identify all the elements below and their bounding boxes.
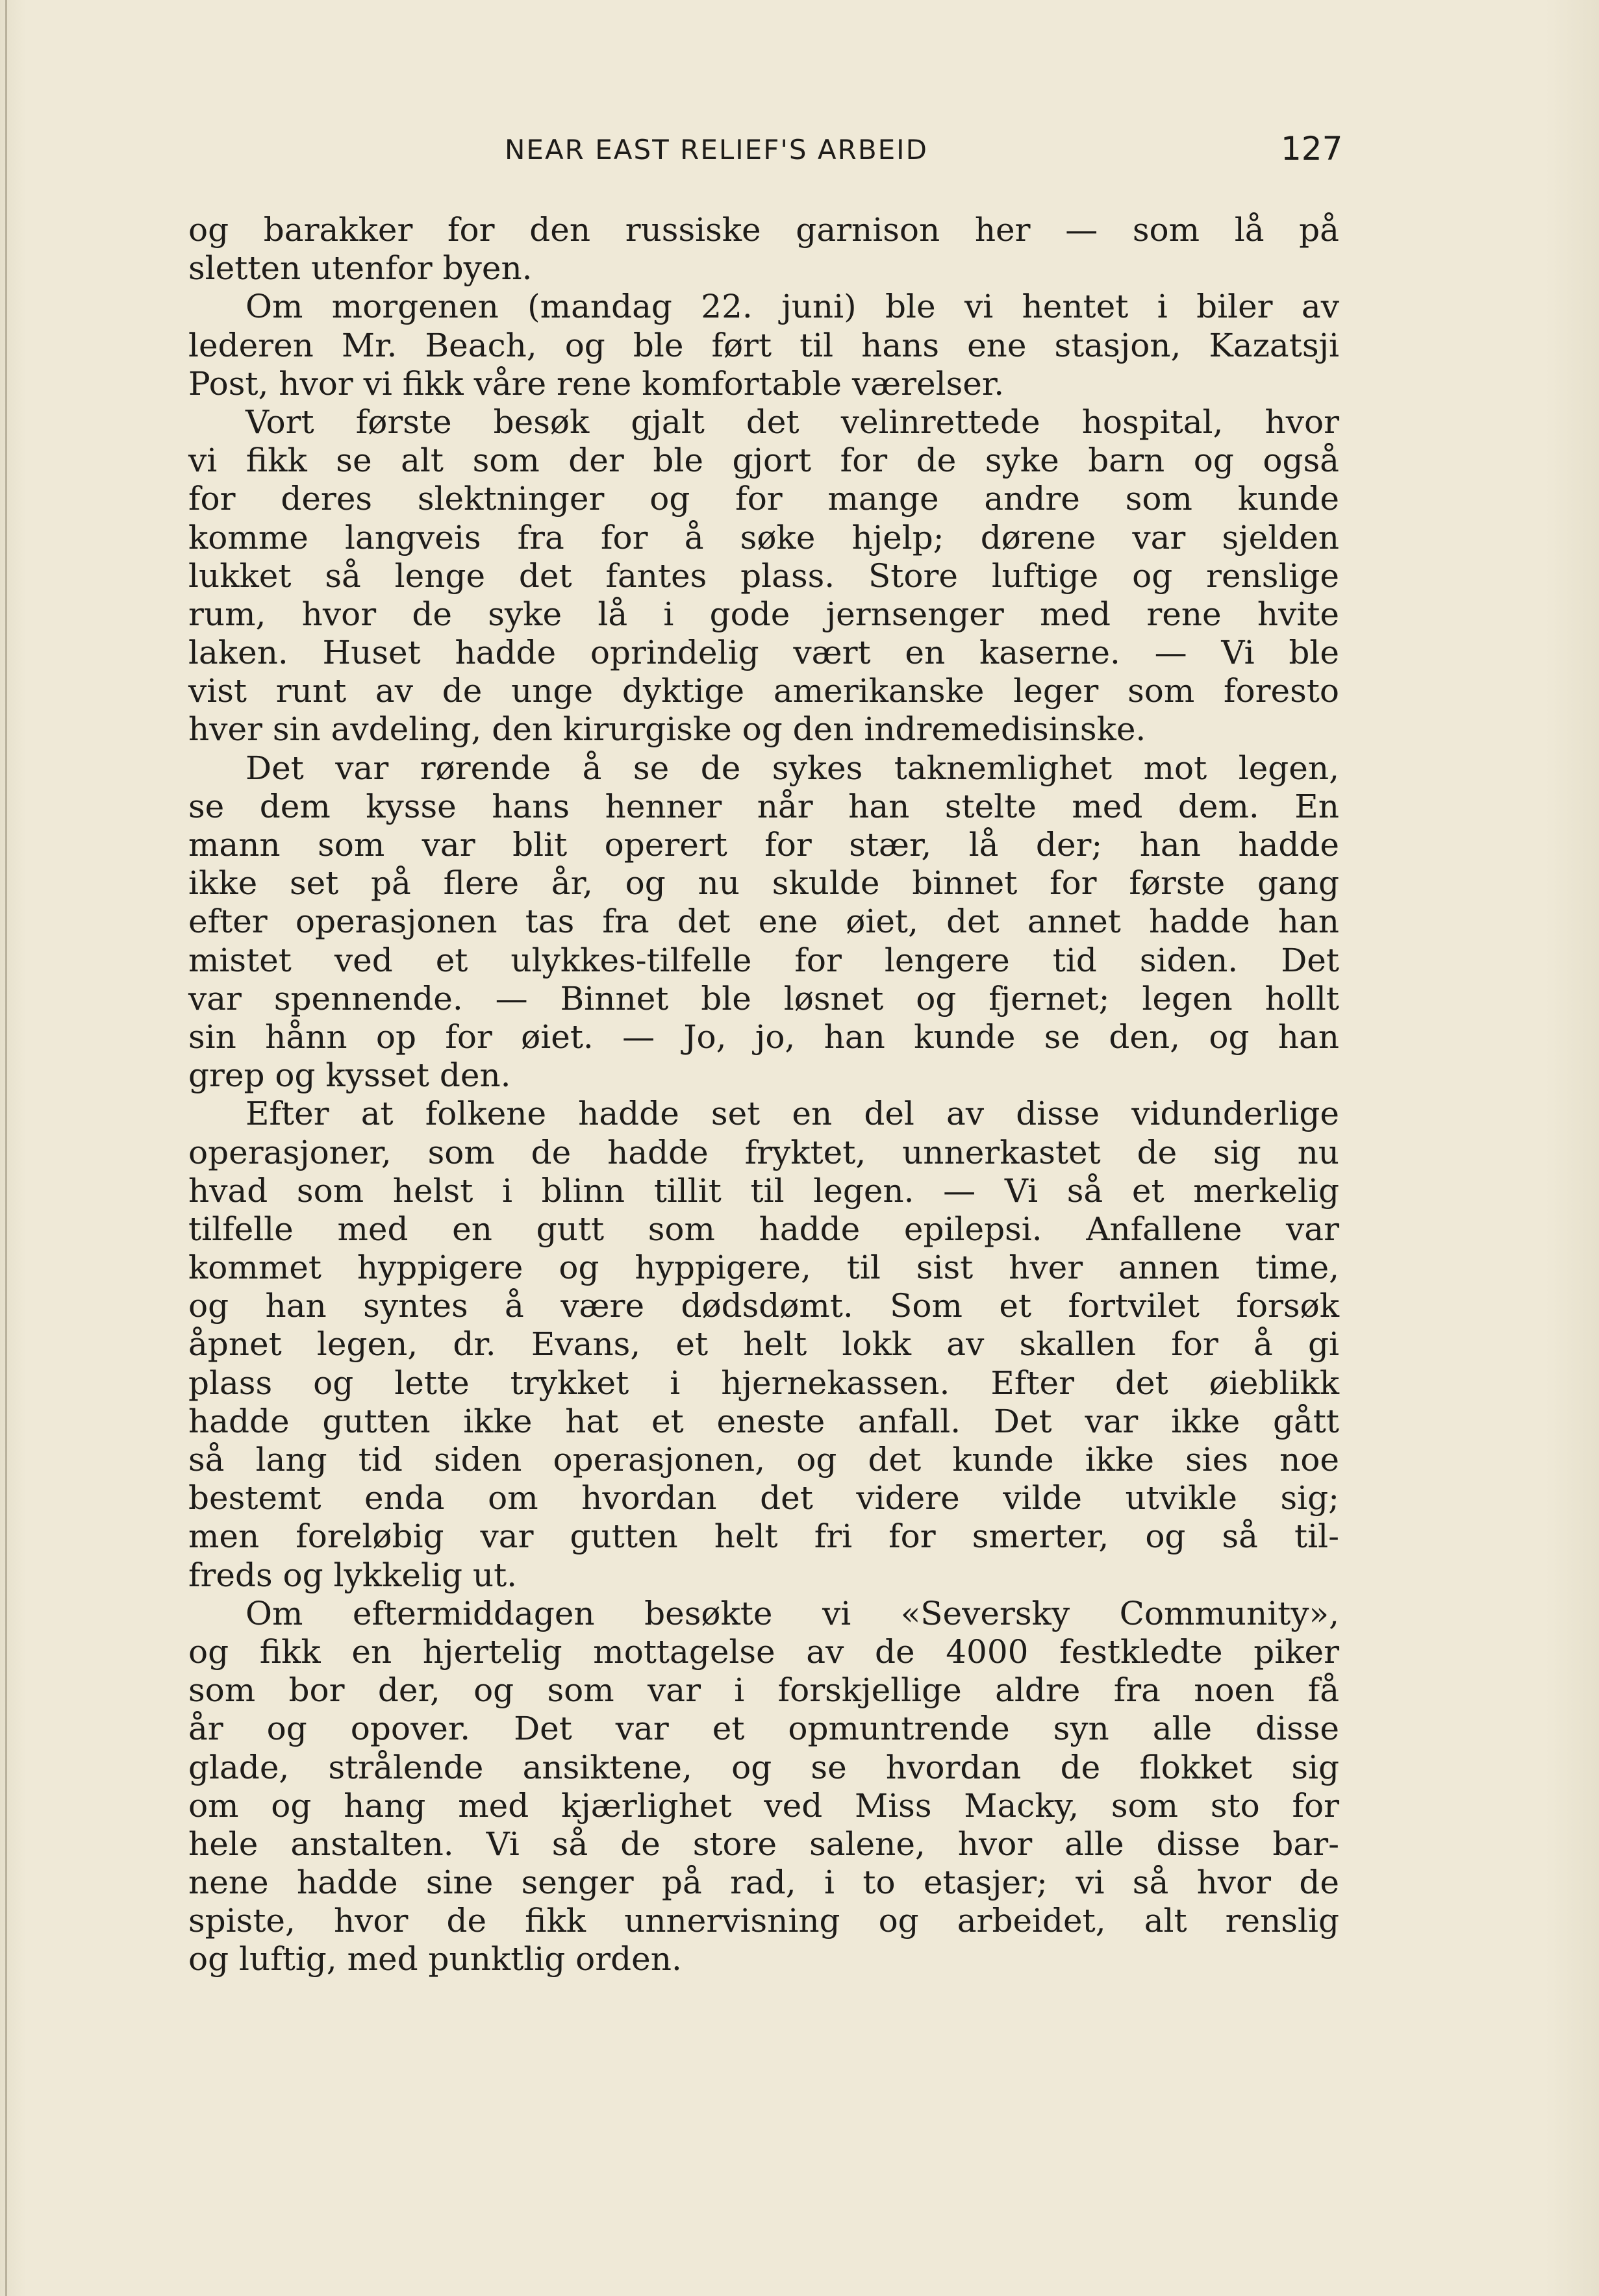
page-edge-line	[5, 0, 7, 2296]
text-line: ikke set på flere år, og nu skulde binnet for første gang	[188, 864, 1339, 903]
text-line: Post, hvor vi fikk våre rene komfortable værelser.	[188, 364, 1005, 403]
text-line: spiste, hvor de fikk unnervisning og arbeidet, alt renslig	[188, 1902, 1339, 1940]
text-line: hver sin avdeling, den kirurgiske og den indremedisinske.	[188, 710, 1146, 749]
text-line: laken. Huset hadde oprindelig vært en kaserne. — Vi ble	[188, 634, 1339, 672]
text-line: og barakker for den russiske garnison her — som lå på	[188, 211, 1339, 249]
text-line: sin hånn op for øiet. — Jo, jo, han kunde se den, og han	[188, 1017, 1339, 1056]
text-line: og han syntes å være dødsdømt. Som et fortvilet forsøk	[188, 1287, 1339, 1325]
text-line: Det var rørende å se de sykes taknemlighet mot legen,	[246, 749, 1339, 787]
text-line: vist runt av de unge dyktige amerikanske leger som foresto	[188, 672, 1339, 710]
text-line: Efter at folkene hadde set en del av disse vidunderlige	[246, 1095, 1339, 1133]
text-line: se dem kysse hans henner når han stelte med dem. En	[188, 787, 1339, 825]
text-line: bestemt enda om hvordan det videre vilde utvikle sig;	[188, 1479, 1339, 1517]
text-line: glade, strålende ansiktene, og se hvordan de flokket sig	[188, 1748, 1339, 1786]
running-head: NEAR EAST RELIEF'S ARBEID	[505, 134, 928, 166]
text-line: og fikk en hjertelig mottagelse av de 4000 festkledte piker	[188, 1632, 1339, 1671]
text-line: mistet ved et ulykkes-tilfelle for lengere tid siden. Det	[188, 941, 1339, 979]
text-line: kommet hyppigere og hyppigere, til sist hver annen time,	[188, 1249, 1339, 1287]
text-line: år og opover. Det var et opmuntrende syn alle disse	[188, 1710, 1339, 1748]
text-line: mann som var blit operert for stær, lå der; han hadde	[188, 826, 1339, 864]
text-line: som bor der, og som var i forskjellige aldre fra noen få	[188, 1671, 1339, 1710]
text-line: komme langveis fra for å søke hjelp; dørene var sjelden	[188, 518, 1339, 556]
text-line: hvad som helst i blinn tillit til legen. — Vi så et merkelig	[188, 1171, 1339, 1210]
text-line: tilfelle med en gutt som hadde epilepsi. Anfallene var	[188, 1210, 1339, 1248]
text-line: operasjoner, som de hadde fryktet, unnerkastet de sig nu	[188, 1133, 1339, 1171]
text-line: plass og lette trykket i hjernekassen. Efter det øieblikk	[188, 1364, 1339, 1402]
text-line: hele anstalten. Vi så de store salene, hvor alle disse bar-	[188, 1825, 1339, 1863]
text-line: freds og lykkelig ut.	[188, 1556, 518, 1594]
text-line: Om eftermiddagen besøkte vi «Seversky Community»,	[246, 1594, 1339, 1632]
page-number: 127	[1281, 130, 1343, 168]
text-line: for deres slektninger og for mange andre som kunde	[188, 480, 1339, 518]
body-text	[188, 211, 1339, 1979]
text-line: nene hadde sine senger på rad, i to etasjer; vi så hvor de	[188, 1864, 1339, 1902]
text-line: vi fikk se alt som der ble gjort for de syke barn og også	[188, 442, 1339, 480]
text-line: sletten utenfor byen.	[188, 249, 533, 288]
text-line: rum, hvor de syke lå i gode jernsenger med rene hvite	[188, 595, 1339, 633]
text-line: lukket så lenge det fantes plass. Store luftige og renslige	[188, 556, 1339, 595]
text-line: men foreløbig var gutten helt fri for smerter, og så til-	[188, 1517, 1339, 1556]
text-line: Vort første besøk gjalt det velinrettede hospital, hvor	[246, 403, 1339, 441]
text-line: så lang tid siden operasjonen, og det kunde ikke sies noe	[188, 1441, 1339, 1479]
text-line: var spennende. — Binnet ble løsnet og fjernet; legen hollt	[188, 979, 1339, 1017]
text-line: efter operasjonen tas fra det ene øiet, det annet hadde han	[188, 903, 1339, 941]
text-line: om og hang med kjærlighet ved Miss Macky, som sto for	[188, 1786, 1339, 1825]
text-line: og luftig, med punktlig orden.	[188, 1940, 682, 1978]
text-line: hadde gutten ikke hat et eneste anfall. Det var ikke gått	[188, 1402, 1339, 1440]
text-line: Om morgenen (mandag 22. juni) ble vi hentet i biler av	[246, 288, 1339, 326]
page-header	[0, 130, 1599, 175]
text-line: åpnet legen, dr. Evans, et helt lokk av skallen for å gi	[188, 1325, 1339, 1364]
text-line: lederen Mr. Beach, og ble ført til hans ene stasjon, Kazatsji	[188, 326, 1339, 364]
text-line: grep og kysset den.	[188, 1056, 511, 1095]
